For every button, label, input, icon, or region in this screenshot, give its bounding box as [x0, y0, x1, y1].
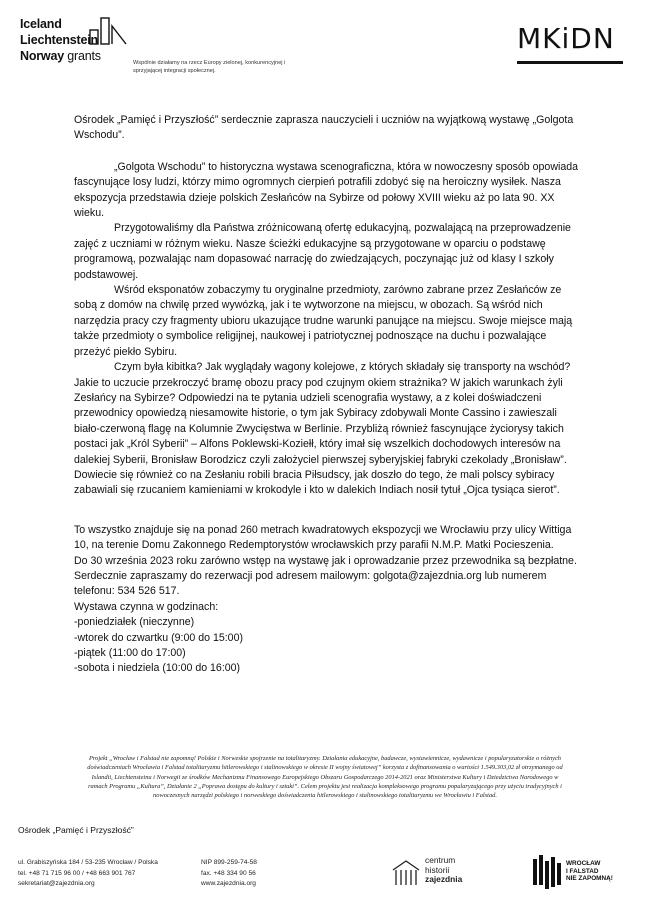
footer-nip: NIP 899-259-74-58	[201, 859, 257, 866]
intro-paragraph: Ośrodek „Pamięć i Przyszłość” serdecznie zaprasza nauczycieli i uczniów na wyjątkową wystawę „Golgota Wschodu”.	[74, 114, 574, 142]
hours-item: -piątek (11:00 do 17:00)	[74, 647, 186, 659]
cz-wordmark	[425, 856, 462, 885]
eea-tagline: Wspólnie działamy na rzecz Europy zielonej, konkurencyjnej i sprzyjającej integracji społecznej.	[133, 60, 286, 74]
eea-line-norway: Norway grants	[20, 49, 101, 63]
hours-item: -wtorek do czwartku (9:00 do 15:00)	[74, 631, 243, 644]
spacer	[74, 144, 584, 160]
cz-line: zajezdnia	[425, 874, 463, 884]
funding-footnote: Projekt „Wrocław i Falstad nie zapomną! Polskie i Norweskie spojrzenie na totalitaryzmy. Działania edukacyjne, badawcze, wystawiennicze, wydawnicze i popularyzatorskie o różnych doświadczeniach Wrocławia i Falstad totalitaryzmu hitlerowskiego i stalinowskiego w okresie II wojny światowej” korzysta z dofinansowania o wartości 1.549.303,02 zł otrzymanego od Islandii, Liechtensteinu i Norwegii ze środków Mechanizmu Finansowego Europejskiego Obszaru Gospodarczego 2014-2021 oraz Ministerstwa Kultury i Dziedzictwa Narodowego w ramach Programu „Kultura”, Działanie 2 „Poprawa dostępu do kultury i sztuki”. Celem projektu jest realizacja kompleksowego programu popularyzującego przy użyciu tradycyjnych i nowoczesnych narzędzi polskiego i norweskiego doświadczenia hitlerowskiego i stalinowskiego totalitaryzmu we Wrocławiu i Falstad.	[87, 755, 563, 800]
wroclaw-falstad-logo	[532, 853, 632, 893]
hours-item: -sobota i niedziela (10:00 do 16:00)	[74, 662, 241, 675]
footer-address-column	[18, 858, 158, 890]
wf-wordmark	[566, 860, 613, 883]
mkidn-underline	[517, 61, 623, 64]
wf-line: WROCŁAW	[566, 860, 601, 867]
info-hours-heading: Wystawa czynna w godzinach:	[74, 600, 219, 613]
footer-phone: tel. +48 71 715 96 00 / +48 663 901 767	[18, 869, 136, 877]
paragraph-4: Czym była kibitka? Jak wyglądały wagony kolejowe, z których składały się transporty na wschód? Jakie to uczucie przekroczyć bramę obozu pracy pod czujnym okiem strażnika? W jakich warunkach żyli Zesłańcy na Sybirze? Odpowiedzi na te pytania udzieli scenografia wystawy, a z kolei doświadczeni przewodnicy opowiedzą niesamowite historie, o tym jak Sybiracy zdobywali Monte Cassino i zawieszali biało-czerwoną flagę na Kolumnie Zwycięstwa w Berlinie. Przybliżą również fascynujące życiorysy takich postaci jak „Król Syberii” – Alfons Poklewski-Koziełł, który imał się wszelkich dochodowych interesów na dalekiej Syberii, Bronisław Borodzicz czyli założyciel pierwszej syberyjskiej fabryki czekolady „Bronisław”. Dowiecie się również co na Zesłaniu robili bracia Piłsudscy, jak doszło do tego, że mali polscy sybiracy zabawiali się rzucaniem kamieniami w krokodyle i kto w dalekich Indiach nosił tytuł „Ojca tysiąca sierot”.	[74, 361, 571, 497]
footer-website: www.zajezdnia.org	[201, 880, 256, 887]
mkidn-logo	[517, 22, 623, 64]
wf-line: I FALSTAD	[566, 867, 599, 875]
mkidn-wordmark: MKiDN	[517, 22, 615, 55]
wf-line: NIE ZAPOMNĄ!	[566, 875, 613, 883]
hours-item: -poniedziałek (nieczynne)	[74, 616, 195, 629]
eea-grants-mark-icon	[88, 16, 130, 50]
eea-grants-logo	[20, 16, 140, 80]
eea-line-iceland: Iceland	[20, 17, 62, 31]
tram-depot-icon	[391, 858, 421, 888]
spacer	[74, 499, 584, 523]
footer-details-column	[201, 858, 257, 890]
cz-line: centrum	[425, 855, 456, 865]
footer-address: ul. Grabiszyńska 184 / 53-235 Wrocław / Polska	[18, 859, 158, 866]
eea-line-liechtenstein: Liechtenstein	[20, 33, 98, 47]
paragraph-3: Wśród eksponatów zobaczymy tu oryginalne przedmioty, zarówno zabrane przez Zesłańców ze sobą z domów na chwilę przed wywózką, jak i te wytworzone na miejscu, w obozach. Są wśród nich narzędzia pracy czy fragmenty ubioru ukazujące trudne warunki panujące na miejscu. Swoje miejsce mają także przedmioty o symbolice religijnej, naukowej i patriotycznej podnoszące na duchu i pozwalające przeżyć piekło Sybiru.	[74, 284, 573, 358]
eea-grants-label: grants	[67, 49, 101, 63]
centrum-historii-zajezdnia-logo	[391, 854, 491, 894]
wroclaw-falstad-mark-icon	[532, 855, 562, 889]
paragraph-1: „Golgota Wschodu” to historyczna wystawa scenograficzna, która w nowoczesny sposób opowiada fascynujące losy ludzi, którzy mimo ogromnych cierpień potrafili zdobyć się na heroiczny wysiłek. Nasza ekspozycja przedstawia dzieje polskich Zesłańców na Sybirze od połowy XVIII wieku aż po lata 90. XX wieku.	[74, 160, 578, 220]
footer-org-name: Ośrodek „Pamięć i Przyszłość”	[18, 825, 134, 835]
cz-line: historii	[425, 864, 450, 875]
info-location: To wszystko znajduje się na ponad 260 metrach kwadratowych ekspozycji we Wrocławiu przy ulicy Wittiga 10, na terenie Domu Zakonnego Redemptorystów wrocławskich przy parafii N.M.P. Matki Pocieszenia.	[74, 523, 572, 552]
info-reservation: Do 30 września 2023 roku zarówno wstęp na wystawę jak i oprowadzanie przez przewodnika są bezpłatne. Serdecznie zapraszamy do rezerwacji pod adresem mailowym: golgota@zajezdnia.org lub numerem telefonu: 534 526 517.	[74, 554, 577, 598]
letter-body	[74, 113, 584, 677]
footer-fax: fax. +48 334 90 56	[201, 869, 256, 877]
paragraph-2: Przygotowaliśmy dla Państwa zróżnicowaną ofertę edukacyjną, pozwalającą na przeprowadzenie zajęć z uczniami w różnym wieku. Nasze ścieżki edukacyjne są przygotowane w oparciu o podstawę programową, pozwalając nam dopasować narrację do zwiedzających, poczynając już od klasy I szkoły podstawowej.	[74, 222, 571, 281]
footer-email: sekretariat@zajezdnia.org	[18, 880, 95, 887]
